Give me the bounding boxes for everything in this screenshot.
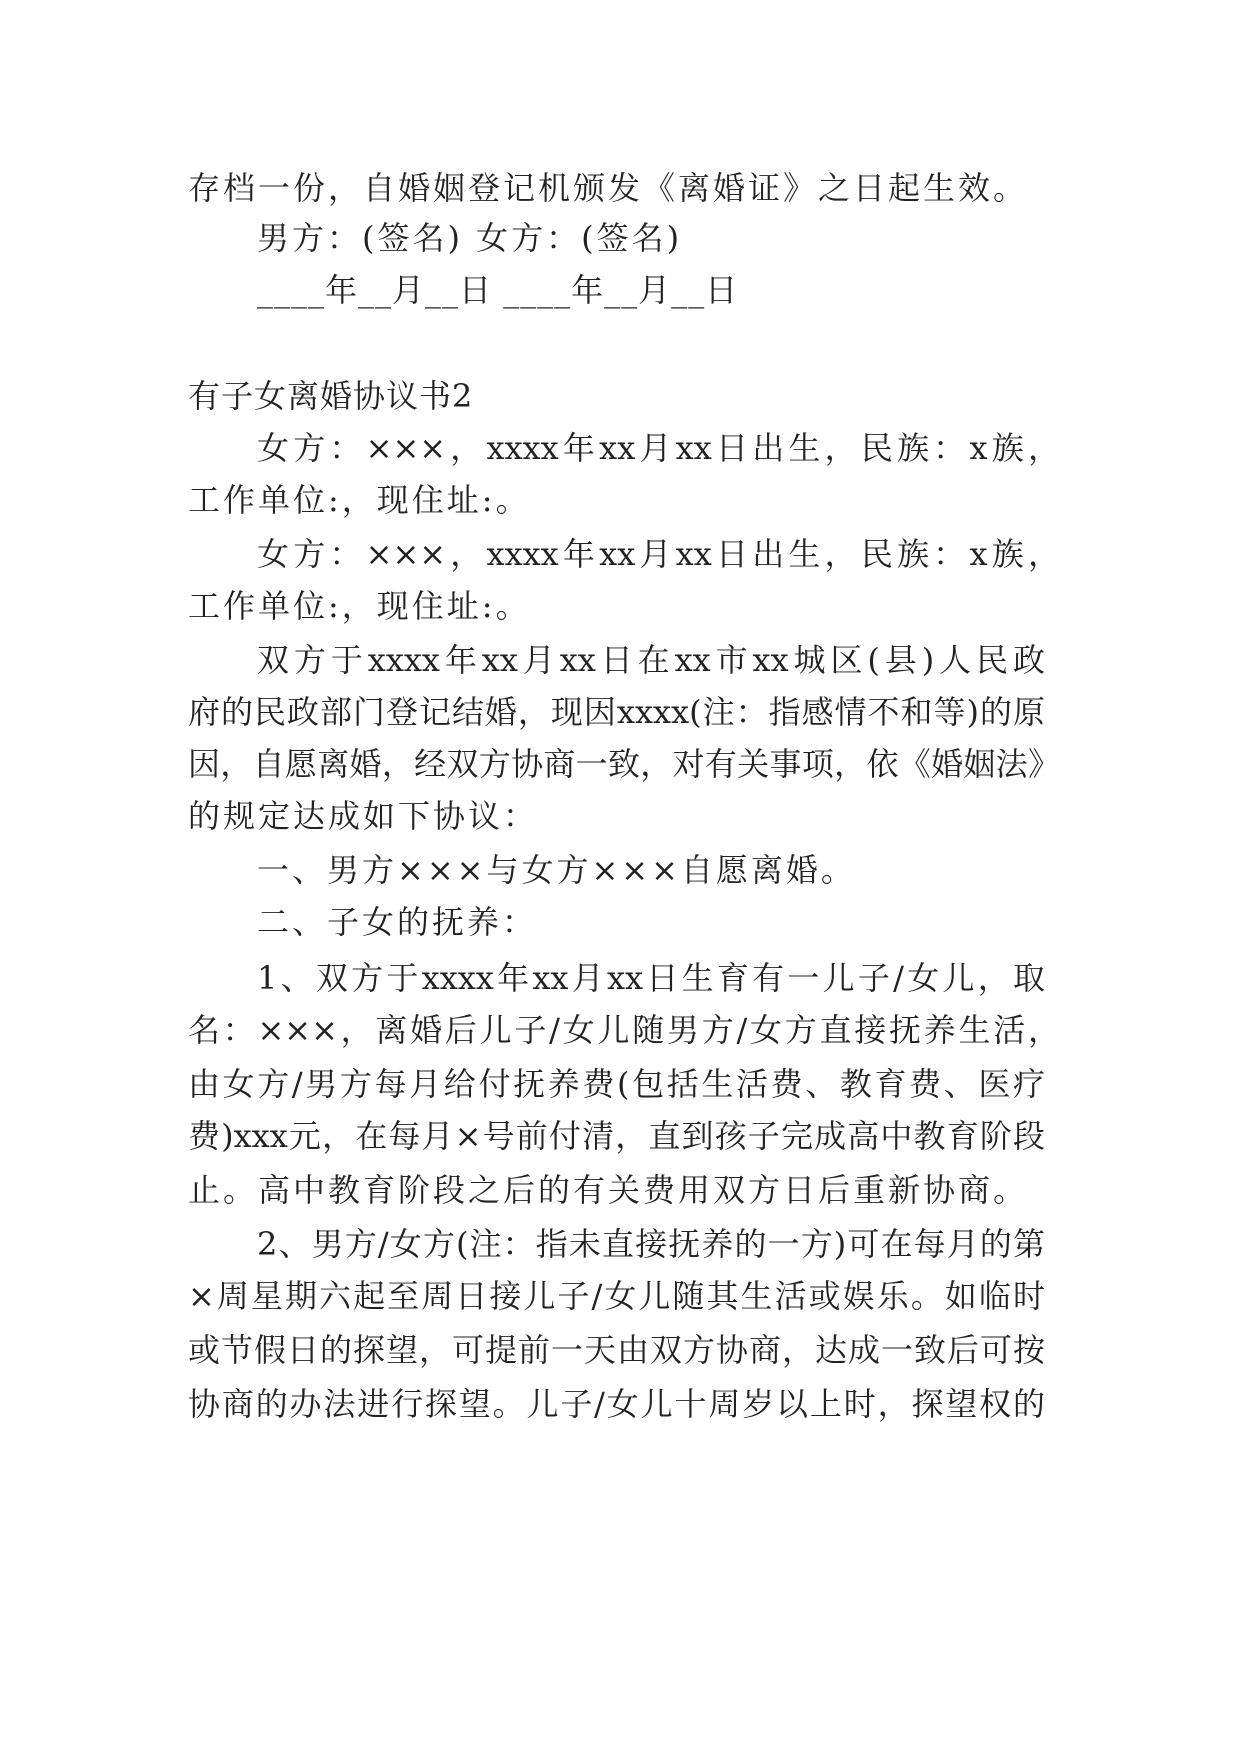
paragraph-line: 女方：×××，xxxx年xx月xx日出生，民族：x族，: [257, 535, 1060, 573]
paragraph-line: 由女方/男方每月给付抚养费(包括生活费、教育费、医疗: [188, 1065, 1045, 1103]
paragraph-line: 的规定达成如下协议：: [188, 797, 539, 835]
paragraph-line: 费)xxx元，在每月×号前付清，直到孩子完成高中教育阶段: [188, 1117, 1045, 1155]
clause-line: 一、男方×××与女方×××自愿离婚。: [257, 851, 856, 889]
closing-line-signatures: 男方：(签名) 女方：(签名): [257, 219, 683, 257]
paragraph-line: 止。高中教育阶段之后的有关费用双方日后重新协商。: [188, 1171, 1029, 1209]
paragraph-line: 双方于xxxx年xx月xx日在xx市xx城区(县)人民政: [257, 641, 1045, 679]
clause-line: 二、子女的抚养：: [257, 903, 538, 941]
paragraph-line: ×周星期六起至周日接儿子/女儿随其生活或娱乐。如临时: [188, 1277, 1045, 1315]
paragraph-line: 工作单位:，现住址:。: [188, 481, 531, 519]
paragraph-line: 或节假日的探望，可提前一天由双方协商，达成一致后可按: [188, 1331, 1045, 1369]
section-heading: 有子女离婚协议书2: [188, 377, 474, 415]
paragraph-line: 协商的办法进行探望。儿子/女儿十周岁以上时，探望权的: [188, 1385, 1045, 1423]
paragraph-line: 工作单位:，现住址:。: [188, 587, 531, 625]
closing-line-effective: 存档一份，自婚姻登记机颁发《离婚证》之日起生效。: [188, 169, 1029, 207]
closing-line-dates: ____年__月__日 ____年__月__日: [257, 271, 739, 309]
paragraph-line: 因，自愿离婚，经双方协商一致，对有关事项，依《婚姻法》: [188, 745, 1060, 783]
paragraph-line: 女方：×××，xxxx年xx月xx日出生，民族：x族，: [257, 429, 1060, 467]
paragraph-line: 1、双方于xxxx年xx月xx日生育有一儿子/女儿，取: [257, 959, 1045, 997]
paragraph-line: 2、男方/女方(注：指未直接抚养的一方)可在每月的第: [257, 1225, 1045, 1263]
paragraph-line: 名：×××，离婚后儿子/女儿随男方/女方直接抚养生活，: [188, 1011, 1060, 1049]
paragraph-line: 府的民政部门登记结婚，现因xxxx(注：指感情不和等)的原: [188, 693, 1045, 731]
